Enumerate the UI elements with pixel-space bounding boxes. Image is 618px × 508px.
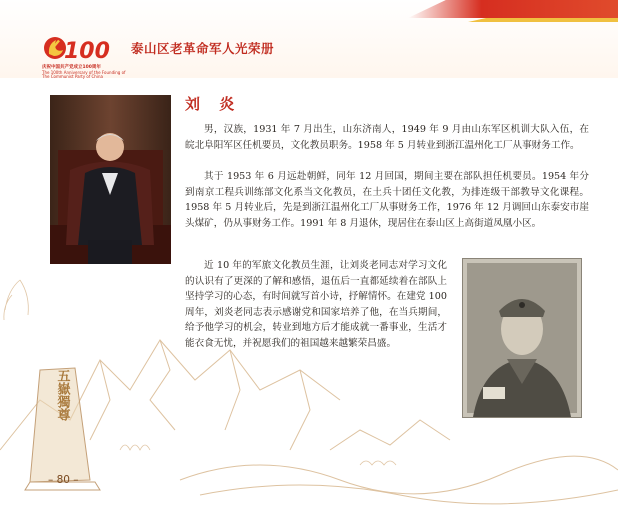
portrait-photo-recent [50, 95, 171, 264]
person-name: 刘 炎 [185, 95, 242, 113]
biography-paragraph-1: 男，汉族，1931 年 7 月出生，山东济南人，1949 年 9 月由山东军区机训大队入伍，在皖北阜阳军区任机要员，文化教员职务。1958 年 5 月转业到浙江温州化工厂从事财务工作。 [185, 124, 589, 151]
page-header [0, 0, 618, 78]
red-banner-stripe [408, 0, 618, 18]
stone-inscription [55, 369, 72, 422]
hammer-sickle-icon [44, 37, 66, 59]
logo-caption-cn: 庆祝中国共产党成立100周年 [42, 65, 101, 70]
logo-caption [42, 65, 126, 80]
logo-caption-en-1: The 100th Anniversary of the Founding of [42, 69, 126, 75]
logo-number: 100 [64, 39, 110, 64]
biography-paragraph-3: 近 10 年的军旅文化教员生涯，让刘炎老同志对学习文化的认识有了更深的了解和感悟，退伍后一直都延续着在部队上坚持学习的心态，有时间就写首小诗，抒解情怀。在建党 100周年，刘炎老同志表示感谢党和国家培养了他，在当兵期间，给予他学习的机会，转业到地方后才能成就一番事业，生活才能衣食无忧，并祝愿我们的祖国越来越繁荣昌盛。 [185, 260, 447, 349]
biography-paragraph-2: 其于 1953 年 6 月远赴朝鲜，同年 12 月回国，期间主要在部队担任机要员。1954 年分到南京工程兵训练部文化系当文化教员，在土兵十团任文化教，为排连级干部教导文化课程。1958 年 5 月转业后，先是到浙江温州化工厂从事财务工作，1976 年 12 月调回山东泰安市崖头煤矿，仍从事财务工作。1991 年 8 月退休，现居住在泰山区上高街道凤凰小区。 [185, 171, 589, 229]
logo-caption-en-2: The Communist Party of China [42, 74, 103, 79]
portrait-photo-military [462, 258, 582, 418]
book-title: 泰山区老革命军人光荣册 [131, 41, 275, 56]
svg-text:五嶽獨尊: 五嶽獨尊 [54, 369, 70, 421]
gold-banner-stripe [468, 18, 618, 22]
page-number: – 80 – [48, 474, 79, 486]
